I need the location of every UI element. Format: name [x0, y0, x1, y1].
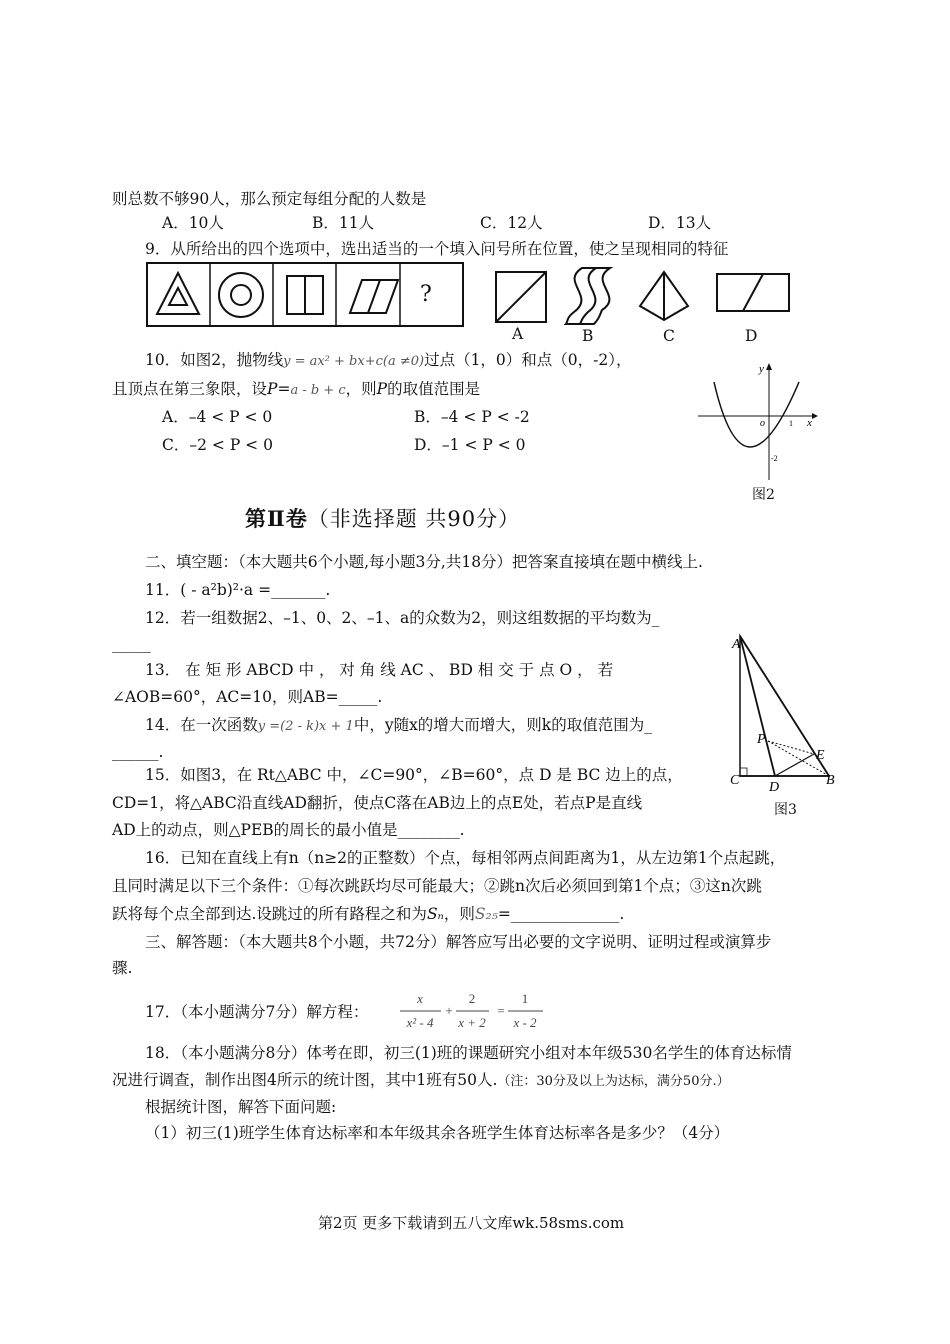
q13-line1: 13． 在 矩 形 ABCD 中 ， 对 角 线 AC 、 BD 相 交 于 点 O ， 若 — [145, 661, 614, 679]
q16-s25: S₂₅ — [474, 905, 498, 923]
fig3-d: D — [769, 780, 780, 795]
q8-option-c: C．12人 — [480, 214, 543, 232]
fig2-one-label: 1 — [789, 419, 793, 428]
q15-line3: AD上的动点，则△PEB的周长的最小值是________. — [112, 821, 465, 839]
q16-line3-mid: ，则 — [443, 905, 475, 923]
q17-f3-num: 1 — [521, 991, 529, 1006]
fig2-caption: 图2 — [752, 487, 775, 503]
q14-formula: y =(2 - k)x + 1 — [257, 719, 354, 734]
section3-line1: 三、解答题：（本大题共8个小题，共72分）解答应写出必要的文字说明、证明过程或演算步 — [145, 933, 772, 951]
q18-line4: （1）初三(1)班学生体育达标率和本年级其余各班学生体育达标率各是多少？（4分） — [145, 1124, 730, 1142]
q17-text: 17．（本小题满分7分）解方程： — [145, 1003, 369, 1021]
fig3-e: E — [816, 748, 825, 763]
q18-line2-text: 况进行调查，制作出图4所示的统计图，其中1班有50人. — [112, 1071, 498, 1089]
q10-option-a: A．–4 < P < 0 — [162, 408, 273, 426]
q15-line2: CD=1，将△ABC沿直线AD翻折，使点C落在AB边上的点E处，若点P是直线 — [112, 794, 643, 812]
q9-question-mark: ? — [420, 282, 432, 307]
q16-sn: Sₙ — [426, 905, 444, 923]
q8-option-b: B．11人 — [312, 214, 375, 232]
q8-option-d: D．13人 — [648, 214, 712, 232]
fig3-caption: 图3 — [774, 802, 797, 818]
q10-formula: y = ax² + bx+c(a ≠0) — [283, 354, 425, 369]
q10-expr: a - b + c — [290, 383, 346, 398]
part2-title-bold: 第Ⅱ卷 — [245, 506, 308, 531]
q16-line2: 且同时满足以下三个条件：①每次跳跃均尽可能最大；②跳n次后必须回到第1个点；③这n次跳 — [112, 877, 762, 895]
q10-line2-c: 的取值范围是 — [387, 380, 481, 398]
q12-line1: 12．若一组数据2、–1、0、2、–1、a的众数为2，则这组数据的平均数为_ — [145, 609, 660, 627]
q9-label-b: B — [582, 327, 594, 345]
q18-note: （注：30分及以上为达标，满分50分.） — [497, 1074, 730, 1089]
q10-line2-a: 且顶点在第三象限，设 — [112, 380, 268, 398]
q9-label-a: A — [512, 325, 524, 343]
q14-post: 中，y随x的增大而增大，则k的取值范围为_ — [353, 716, 652, 734]
q18-line2 — [112, 1070, 730, 1092]
q9-label-c: C — [663, 327, 675, 345]
q10-option-b: B．–4 < P < -2 — [414, 408, 530, 426]
q8-option-a: A．10人 — [162, 214, 224, 232]
fig3-p: P — [757, 732, 766, 747]
fig2-y-label: y — [759, 363, 764, 375]
page-footer: 第2页 更多下载请到五八文库wk.58sms.com — [318, 1214, 625, 1232]
q17-f2-den: x + 2 — [458, 1015, 486, 1030]
part2-title-rest: （非选择题 共90分） — [307, 507, 521, 531]
q10-option-c: C．–2 < P < 0 — [162, 436, 273, 454]
q10-option-d: D．–1 < P < 0 — [414, 436, 526, 454]
q17-f3-den: x - 2 — [513, 1015, 537, 1030]
q18-line1: 18．（本小题满分8分）体考在即，初三(1)班的课题研究小组对本年级530名学生的体育达标情 — [145, 1044, 792, 1062]
q10-p: P= — [267, 380, 291, 398]
section3-line2: 骤. — [112, 959, 133, 977]
q17-f2-num: 2 — [468, 991, 476, 1006]
q10-intro: 10．如图2，抛物线 — [145, 351, 284, 369]
fig2-minus-two-label: -2 — [771, 454, 778, 463]
q8-text: 则总数不够90人，那么预定每组分配的人数是 — [112, 190, 427, 208]
q13-line2: ∠AOB=60°，AC=10，则AB=_____. — [112, 688, 383, 706]
fig3-c: C — [730, 773, 740, 788]
q17-f1-den: x² - 4 — [406, 1015, 434, 1030]
fig2-origin-label: o — [760, 418, 765, 429]
q10-line2-b: ，则 — [345, 380, 377, 398]
q16-line1: 16．已知在直线上有n（n≥2的正整数）个点，每相邻两点间距离为1，从左边第1个点起跳， — [145, 849, 786, 867]
q15-line1: 15．如图3，在 Rt△ABC 中，∠C=90°，∠B=60°，点 D 是 BC 边上的点， — [145, 766, 683, 784]
q14-pre: 14．在一次函数 — [145, 716, 258, 734]
q11: 11．( - a²b)²·a =_______. — [145, 581, 331, 599]
q10-p2: P — [376, 380, 388, 398]
q9-label-d: D — [745, 327, 758, 345]
q12-line2: _____ — [112, 635, 151, 653]
q16-line3-pre: 跃将每个点全部到达.设跳过的所有路程之和为 — [112, 905, 427, 923]
q17-eq: = — [497, 1003, 505, 1018]
fig3-b: B — [826, 773, 835, 788]
fig2-x-label: x — [807, 417, 812, 429]
section2-heading: 二、填空题：（本大题共6个小题,每小题3分,共18分）把答案直接填在题中横线上. — [145, 553, 703, 571]
q17-plus: + — [445, 1003, 453, 1018]
q10-after: 过点（1，0）和点（0，-2）， — [424, 351, 632, 369]
q17-f1-num: x — [417, 991, 423, 1006]
q16-line3-post: =______________. — [497, 905, 625, 923]
q14-line2: ______. — [112, 743, 164, 761]
q18-line3: 根据统计图，解答下面问题: — [145, 1098, 337, 1116]
q9-text: 9．从所给出的四个选项中，选出适当的一个填入问号所在位置，使之呈现相同的特征 — [145, 240, 729, 258]
fig3-a: A — [732, 637, 741, 652]
